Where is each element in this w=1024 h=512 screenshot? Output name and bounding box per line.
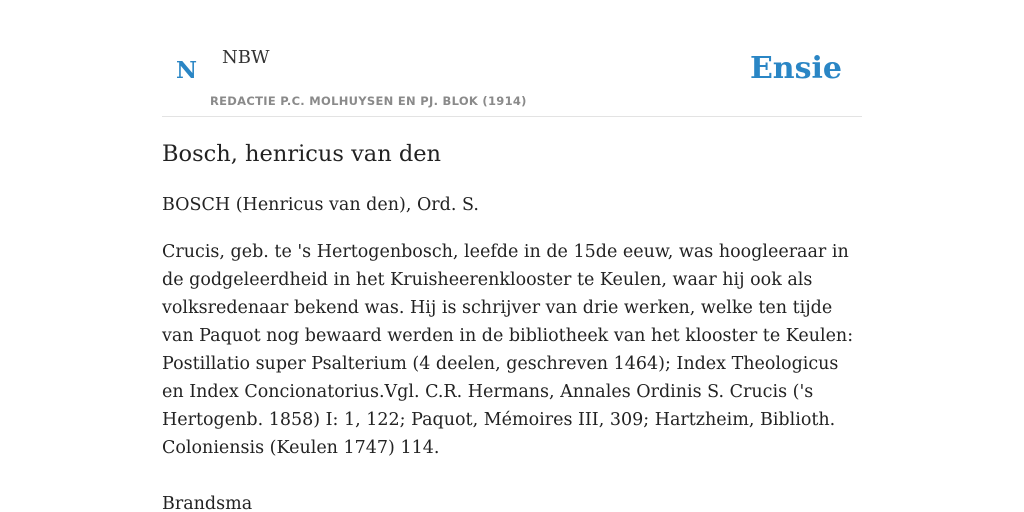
source-logo[interactable]: N bbox=[176, 57, 198, 84]
source-title[interactable]: NBW bbox=[222, 47, 270, 68]
source-subtitle: REDACTIE P.C. MOLHUYSEN EN PJ. BLOK (1914) bbox=[210, 94, 527, 108]
source-header bbox=[162, 0, 862, 117]
article-body bbox=[162, 137, 862, 512]
brand-logo[interactable]: Ensie bbox=[749, 51, 842, 86]
article-paragraph: Crucis, geb. te 's Hertogenbosch, leefde in de 15de eeuw, was hoogleeraar in de godgeleerdheid in het Kruisheerenklooster te Keulen, waar hij ook als volksredenaar bekend was. Hij is schrijver van drie werken, welke ten tijde van Paquot nog bewaard werden in de bibliotheek van het klooster te Keulen: Postillatio super Psalterium (4 deelen, geschreven 1464); Index Theologicus en Index Concionatorius.Vgl. C.R. Hermans, Annales Ordinis S. Crucis ('s Hertogenb. 1858) I: 1, 122; Paquot, Mémoires III, 309; Hartzheim, Biblioth. Coloniensis (Keulen 1747) 114. bbox=[162, 242, 854, 458]
article-author: Brandsma bbox=[162, 494, 253, 512]
article-title: Bosch, henricus van den bbox=[162, 141, 442, 167]
article-paragraph: BOSCH (Henricus van den), Ord. S. bbox=[162, 195, 479, 215]
